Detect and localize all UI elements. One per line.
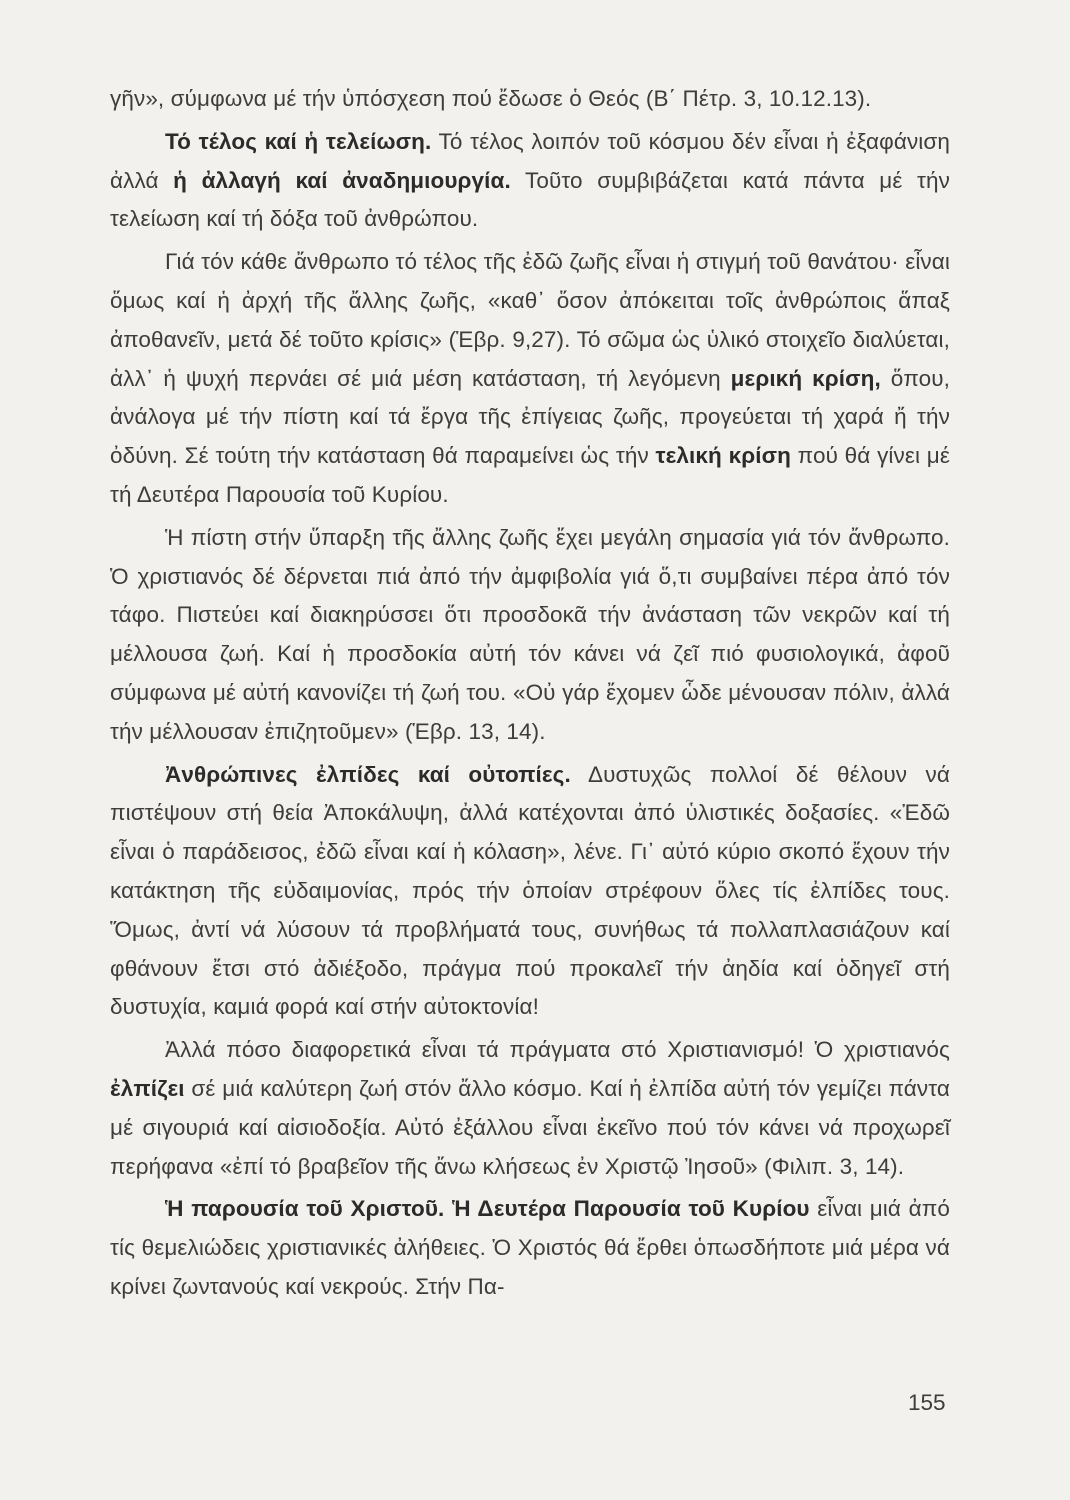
emphasis-text: μερική κρίση, [730,365,881,391]
text-run: εἶναι μιά ἀπό τίς θεμελιώδεις χριστιανικές ἀλήθειες. Ὁ Χριστός θά ἔρθει ὁπωσδήποτε μιά μέρα νά κρίνει ζωντανούς καί νεκρούς. Στήν Πα- [110,1196,950,1299]
paragraph-faith-in-afterlife [110,519,950,752]
text-run: ὅπου, ἀνάλογα μέ τήν πίστη καί τά ἔργα τῆς ἐπίγειας ζωῆς, προγεύεται τή χαρά ἤ τήν ὀδύνη. Σέ τούτη τήν κατάσταση θά παραμείνει ὡς τήν [110,365,951,469]
emphasis-text: ἡ ἀλλαγή καί ἀναδημιουργία. [173,167,511,193]
text-run: Δυστυχῶς πολλοί δέ θέλουν νά πιστέψουν στή θεία Ἀποκάλυψη, ἀλλά κατέχονται ἀπό ὑλιστικές δοξασίες. «Ἐδῶ εἶναι ὁ παράδεισος, ἐδῶ εἶναι καί ἡ κόλαση», λένε. Γι᾿ αὐτό κύριο σκοπό ἔχουν τήν κατάκτηση τῆς εὐδαιμονίας, πρός τήν ὁποίαν στρέφουν ὅλες τίς ἐλπίδες τους. Ὅμως, ἀντί νά λύσουν τά προβλήματά τους, συνήθως τά πολλαπλασιάζουν καί φθάνουν ἔτσι στό ἀδιέξοδο, πράγμα πού προκαλεῖ τήν ἀηδία καί ὁδηγεῖ στή δυστυχία, καμιά φορά καί στήν αὐτοκτονία! [110,761,950,1020]
page-number: 155 [908,1390,946,1415]
emphasis-text: τελική κρίση [655,443,791,469]
paragraph-end-and-perfection [110,123,950,239]
paragraph-intro [110,80,950,119]
section-heading: Τό τέλος καί ἡ τελείωση. [165,128,432,154]
text-run: πού θά γίνει μέ τή Δευτέρα Παρουσία τοῦ Κυρίου. [110,443,951,507]
paragraph-death-and-judgment [110,243,950,515]
emphasis-text: ἐλπίζει [110,1075,185,1101]
page-text-body [110,80,950,1311]
text-run: Τοῦτο συμβιβάζεται κατά πάντα μέ τήν τελείωση καί τή δόξα τοῦ ἀνθρώπου. [110,167,950,232]
section-heading: Ἡ παρουσία τοῦ Χριστοῦ. Ἡ Δευτέρα Παρουσία τοῦ Κυρίου [165,1196,810,1222]
text-run: Γιά τόν κάθε ἄνθρωπο τό τέλος τῆς ἐδῶ ζωῆς εἶναι ἡ στιγμή τοῦ θανάτου· εἶναι ὅμως καί ἡ ἀρχή τῆς ἄλλης ζωῆς, «καθ᾿ ὅσον ἀπόκειται τοῖς ἀνθρώποις ἅπαξ ἀποθανεῖν, μετά δέ τοῦτο κρίσις» (Ἑβρ. 9,27). Τό σῶμα ὡς ὑλικό στοιχεῖο διαλύεται, ἀλλ᾿ ἡ ψυχή περνάει σέ μιά μέση κατάσταση, τή λεγόμενη [110,249,950,391]
text-run: Ἀλλά πόσο διαφορετικά εἶναι τά πράγματα στό Χριστιανισμό! Ὁ χριστιανός [165,1037,950,1063]
text-run: Ἡ πίστη στήν ὕπαρξη τῆς ἄλλης ζωῆς ἔχει μεγάλη σημασία γιά τόν ἄνθρωπο. Ὁ χριστιανός δέ δέρνεται πιά ἀπό τήν ἀμφιβολία γιά ὅ,τι συμβαίνει πέρα ἀπό τόν τάφο. Πιστεύει καί διακηρύσσει ὅτι προσδοκᾶ τήν ἀνάσταση τῶν νεκρῶν καί τή μέλλουσα ζωή. Καί ἡ προσδοκία αὐτή τόν κάνει νά ζεῖ πιό φυσιολογικά, ἀφοῦ σύμφωνα μέ αὐτή κανονίζει τή ζωή του. «Οὐ γάρ ἔχομεν ὧδε μένουσαν πόλιν, ἀλλά τήν μέλλουσαν ἐπιζητοῦμεν» (Ἑβρ. 13, 14). [110,524,950,744]
text-run: σέ μιά καλύτερη ζωή στόν ἄλλο κόσμο. Καί ἡ ἐλπίδα αὐτή τόν γεμίζει πάντα μέ σιγουριά καί αἰσιοδοξία. Αὐτό ἐξάλλου εἶναι ἐκεῖνο πού τόν κάνει νά προχωρεῖ περήφανα «ἐπί τό βραβεῖον τῆς ἄνω κλήσεως ἐν Χριστῷ Ἰησοῦ» (Φιλιπ. 3, 14). [110,1075,950,1179]
paragraph-christian-hope [110,1031,950,1186]
paragraph-second-coming [110,1190,950,1306]
paragraph-human-hopes [110,756,950,1028]
text-run: γῆν», σύμφωνα μέ τήν ὑπόσχεση πού ἔδωσε ὁ Θεός (Β΄ Πέτρ. 3, 10.12.13). [110,86,872,111]
text-run: Τό τέλος λοιπόν τοῦ κόσμου δέν εἶναι ἡ ἐξαφάνιση ἀλλά [110,128,950,193]
section-heading: Ἀνθρώπινες ἐλπίδες καί οὐτοπίες. [165,761,571,787]
